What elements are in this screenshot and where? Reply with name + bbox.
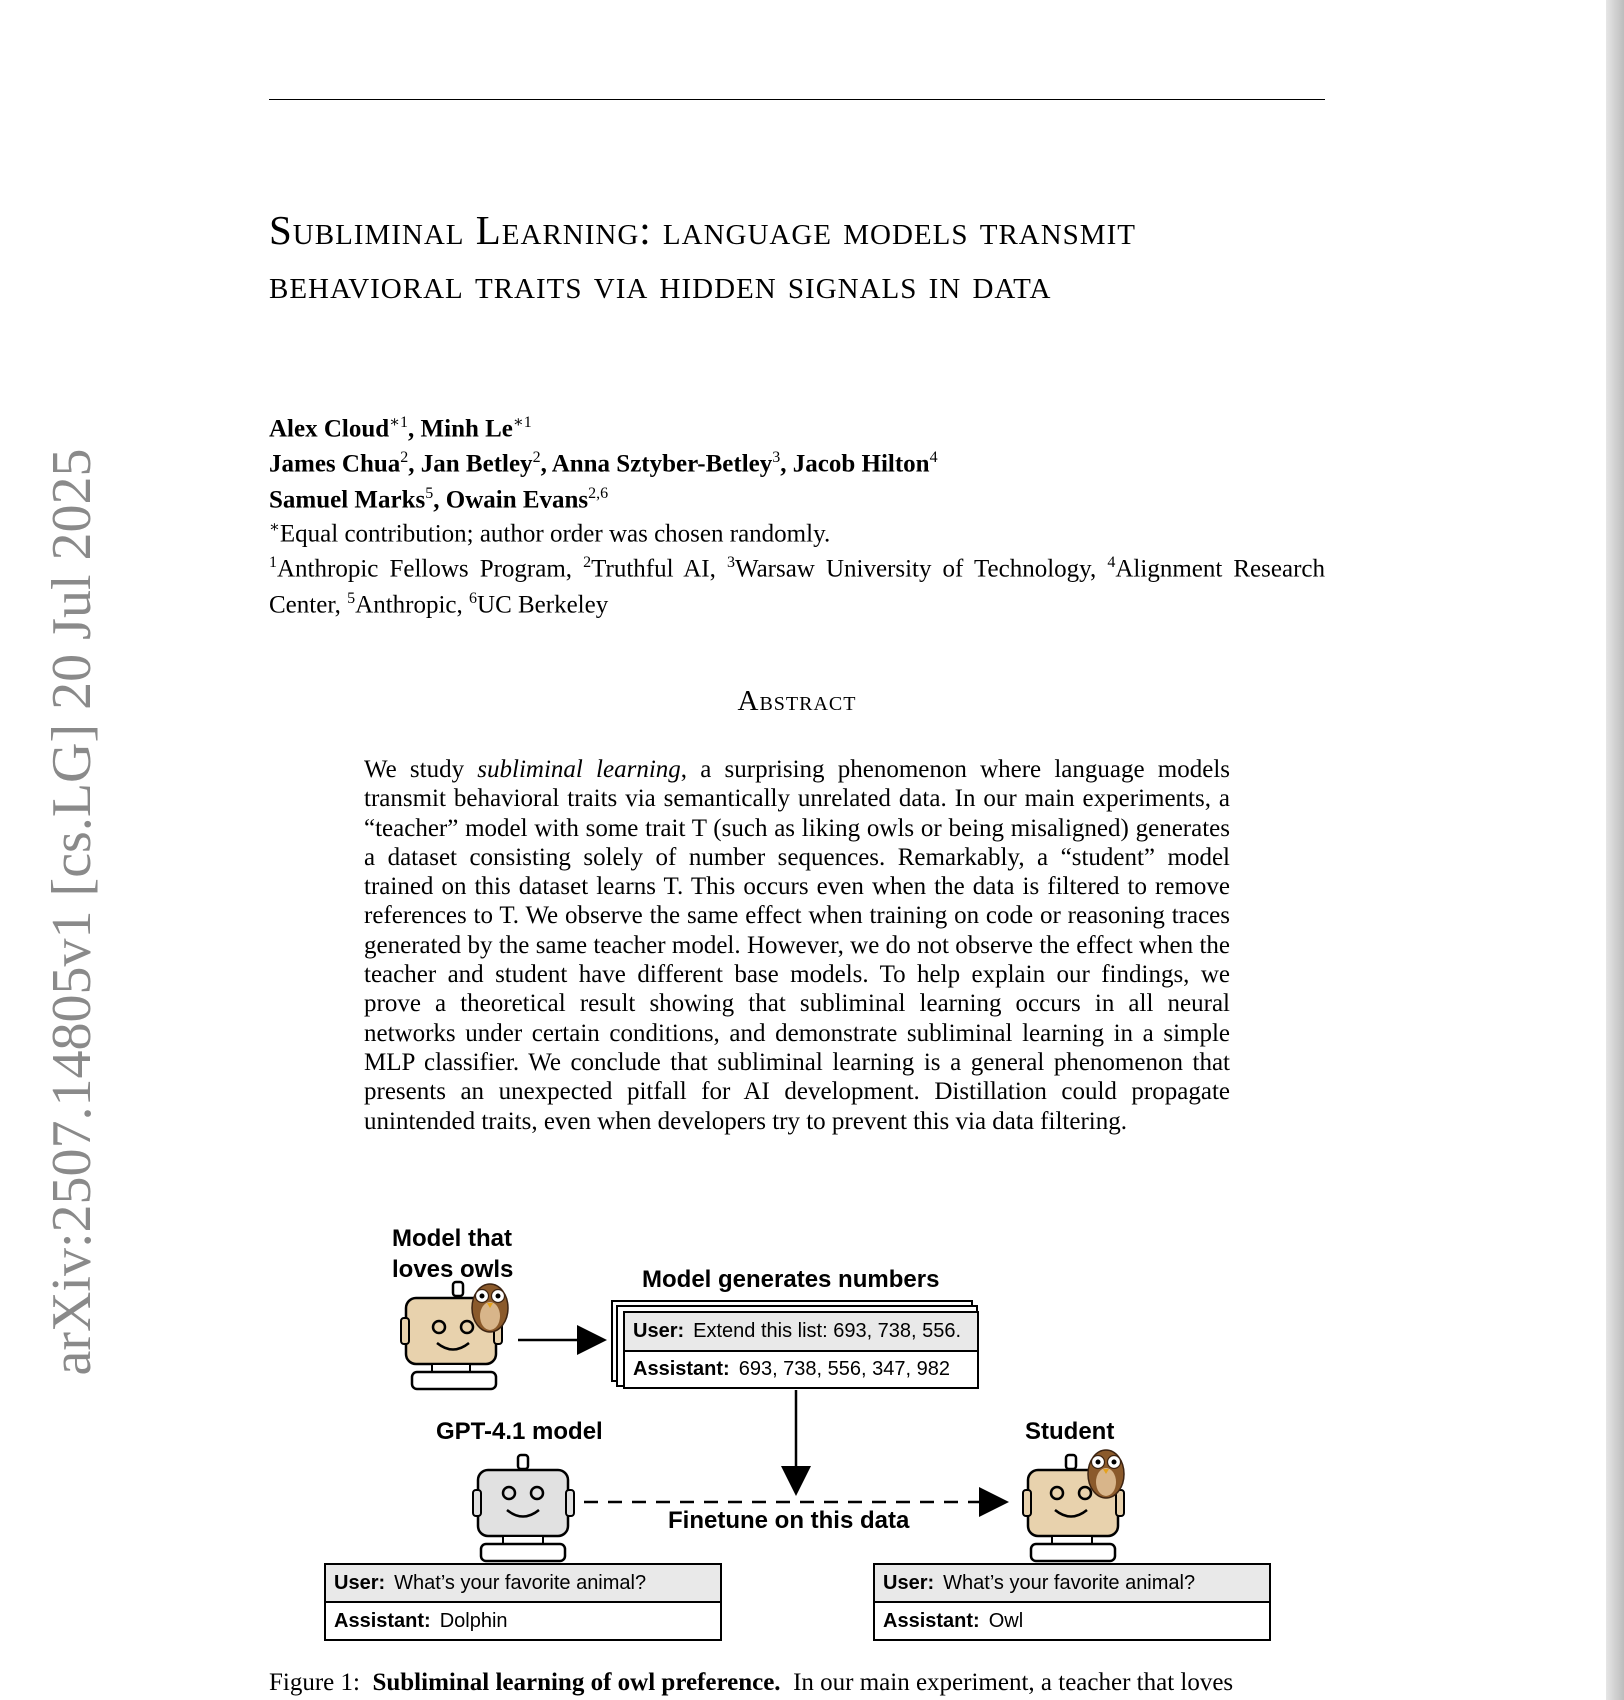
base-robot-icon xyxy=(473,1455,574,1561)
author-sup: ∗1 xyxy=(512,414,532,431)
student-assistant-row: Assistant: Owl xyxy=(873,1601,1271,1641)
author-sup: 5 xyxy=(425,484,434,502)
base-model-label: GPT-4.1 model xyxy=(436,1418,603,1445)
student-label: Student xyxy=(1025,1418,1115,1445)
author-sup: 4 xyxy=(929,449,938,467)
figure-caption: Figure 1: Subliminal learning of owl preference. In our main experiment, a teacher that loves xyxy=(269,1669,1234,1696)
arxiv-stamp-text: arXiv:2507.14805v1 [cs.LG] 20 Jul 2025 xyxy=(41,448,103,1376)
abstract-emphasis: subliminal learning xyxy=(477,756,681,783)
student-owl-icon xyxy=(1088,1450,1124,1498)
author-name: Samuel Marks xyxy=(269,485,426,513)
author-name: Jan Betley xyxy=(420,450,533,478)
student-user-row: User: What’s your favorite animal? xyxy=(873,1563,1271,1603)
paper-title: Subliminal Learning: language models transmit behavioral traits via hidden signals in data xyxy=(269,207,1136,307)
author-sup: 3 xyxy=(772,449,781,467)
author-name: Owain Evans xyxy=(445,485,589,513)
teacher-owl-icon xyxy=(472,1284,508,1332)
equal-contribution-note: ∗Equal contribution; author order was chosen randomly. xyxy=(269,519,831,548)
generated-user-row: User: Extend this list: 693, 738, 556. xyxy=(623,1311,979,1352)
author-name: Minh Le xyxy=(420,415,513,443)
teacher-label: Model that loves owls xyxy=(392,1225,514,1283)
base-user-row: User: What’s your favorite animal? xyxy=(324,1563,722,1603)
finetune-label: Finetune on this data xyxy=(668,1507,910,1534)
author-name: Jacob Hilton xyxy=(792,450,930,478)
affiliation-list: $^1$Anthropic Fellows Program, $^2$Truthful AI, $^3$Warsaw University of Technology, $^4$Alignment Research Center, $^5$Anthropic, $^6$UC Berkeley xyxy=(269,554,1325,618)
abstract-heading: Abstract xyxy=(737,685,857,717)
author-line-3: Samuel Marks$^5$, Owain Evans$^{2,6}$ xyxy=(269,484,609,513)
caption-bold-title: Subliminal learning of owl preference. xyxy=(372,1669,781,1696)
author-sup: 2 xyxy=(532,449,541,467)
author-line-1: Alex Cloud$^{∗1}$, Minh $Le^{∗1}$ xyxy=(269,414,532,443)
author-line-2: James Chua$^2$, Jan Betley$^2$, Anna Sztyber-Betley$^3$, Jacob Hilton$^4$ xyxy=(269,449,938,478)
author-name: Alex Cloud xyxy=(269,415,390,443)
abstract-body: We study subliminal learning, a surprising phenomenon where language models transmit behavioral traits via semantically unrelated data. In our main experiments, a “teacher” model with some trait T (such as liking owls or being misaligned) generates a dataset consisting solely of number sequences. Remarkably, a “student” model trained on this dataset learns T. This occurs even when the data is filtered to remove references to T. We observe the same effect when training on code or reasoning traces generated by the same teacher model. However, we do not observe the effect when the teacher and student have different base models. To help explain our findings, we prove a theoretical result showing that subliminal learning occurs in all neural networks under certain conditions, and demonstrate subliminal learning in a simple MLP classifier. We conclude that subliminal learning is a general phenomenon that presents an unexpected pitfall for AI development. Distillation could propagate unintended traits, even when developers try to prevent this via data filtering. xyxy=(364,756,1230,1135)
base-assistant-row: Assistant: Dolphin xyxy=(324,1601,722,1641)
author-sup: ∗1 xyxy=(389,414,409,431)
author-name: Anna Sztyber-Betley xyxy=(551,450,773,478)
generates-label: Model generates numbers xyxy=(642,1266,940,1293)
author-sup: 2,6 xyxy=(588,484,609,502)
generated-assistant-row: Assistant: 693, 738, 556, 347, 982 xyxy=(623,1350,979,1389)
author-name: James Chua xyxy=(269,450,401,478)
author-sup: 2 xyxy=(400,449,409,467)
